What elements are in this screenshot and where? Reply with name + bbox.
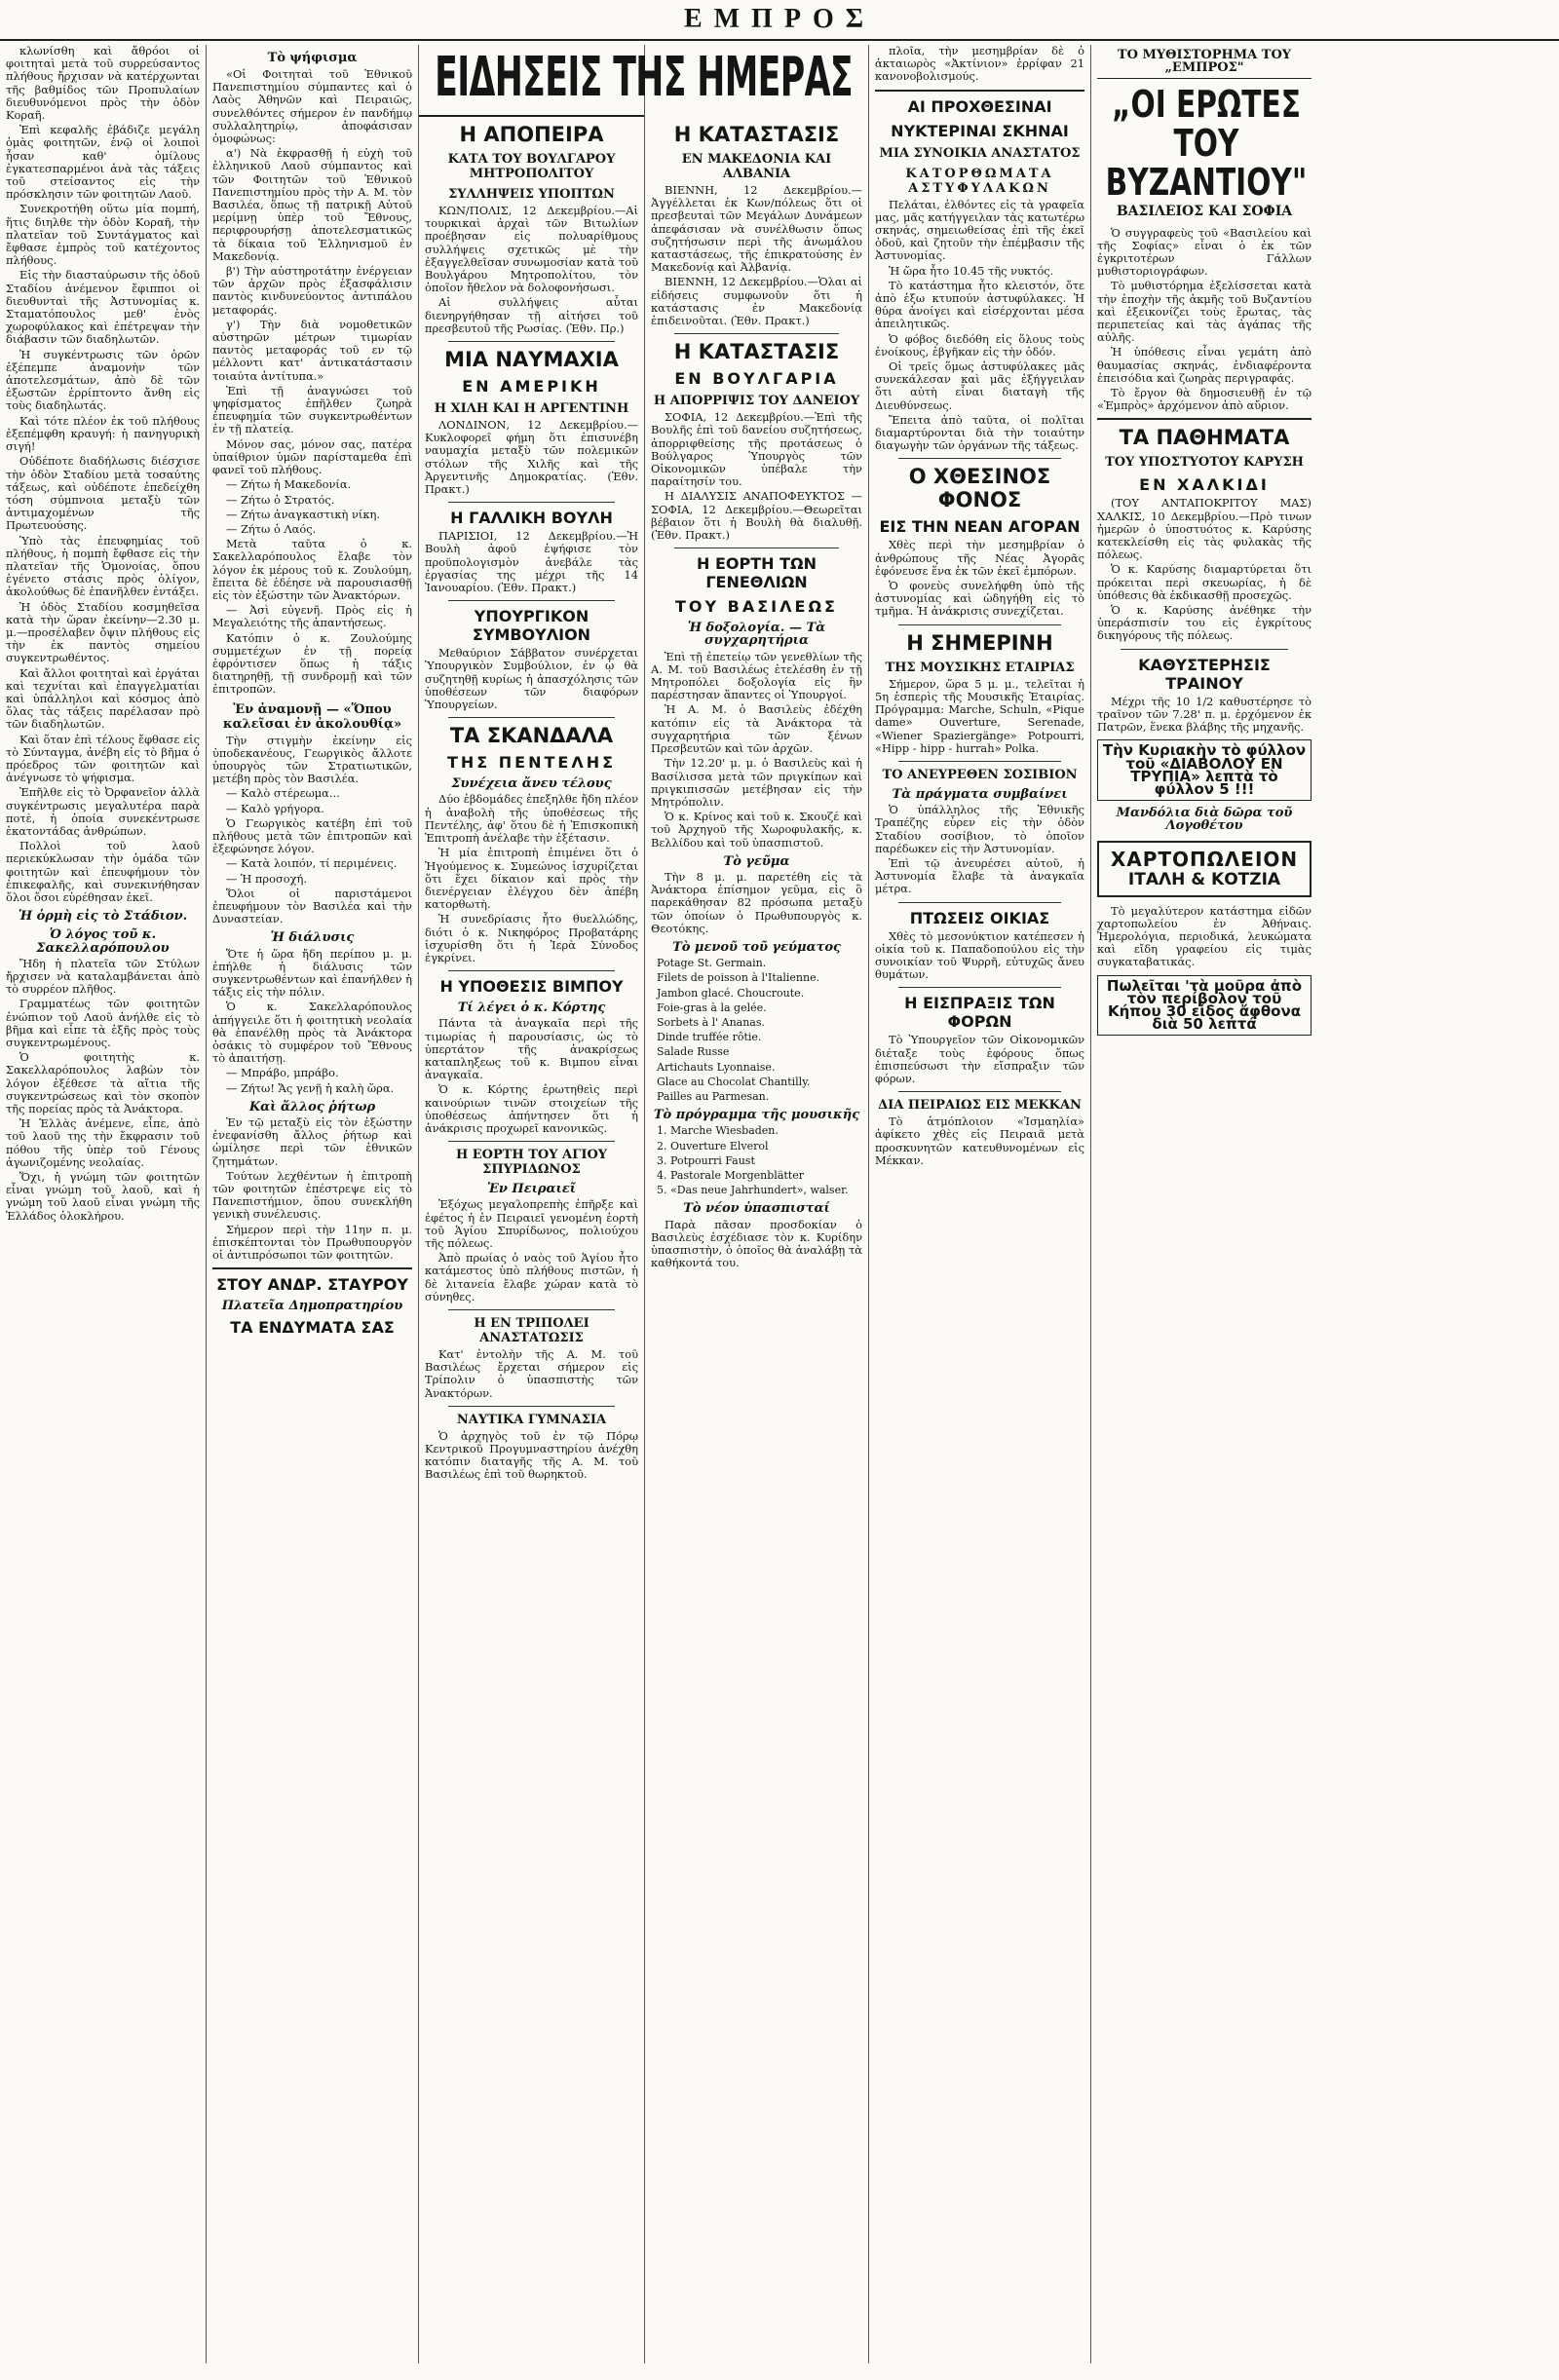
article-paragraph: Ὁ φοιτητὴς κ. Σακελλαρόπουλος λαβὼν τὸν λόγον ἐξέθεσε τὰ αἴτια τῆς συγκεντρώσεως καὶ τὸν σκοπὸν τῆς πορείας πρὸς τὰ Ἀνάκτορα. [6, 1050, 200, 1116]
menu-item: Jambon glacé. Choucroute. [657, 986, 805, 1000]
divider [448, 1406, 615, 1407]
menu-item: Dinde truffée rôtie. [657, 1031, 762, 1044]
article-paragraph: Τούτων λεχθέντων ἡ ἐπιτροπὴ τῶν φοιτητῶν ἐπέστρεψε εἰς τὸ Πανεπιστήμιον, ὅπου συνεκλήθη γενικὴ συνέλευσις. [212, 1168, 412, 1222]
article-paragraph: Καὶ ἄλλοι φοιτηταὶ καὶ ἐργάται καὶ τεχνίται καὶ ἐπαγγελματίαι καὶ ὑπάλληλοι καὶ κόσμος ἀπὸ ὅλας τὰς τάξεις παρέλασαν πρὸ τῶν διαδηλωτῶν. [6, 665, 200, 732]
section-heading: ΑΙ ΠΡΟΧΘΕΣΙΝΑΙ [907, 96, 1052, 116]
program-item: 3. Potpourri Faust [657, 1153, 755, 1167]
article-paragraph: Ἡ Α. Μ. ὁ Βασιλεὺς ἐδέχθη κατόπιν εἰς τὰ Ἀνάκτορα τὰ συγχαρητήρια τῶν ξένων Πρεσβευτῶν καὶ τῶν ἀρχῶν. [651, 702, 862, 756]
columns [0, 45, 1559, 2363]
serial-header: ΤΟ ΜΥΘΙΣΤΟΡΗΜΑ ΤΟΥ „ΕΜΠΡΟΣ" [1097, 45, 1312, 79]
section-heading: Ἡ ὁρμὴ εἰς τὸ Στάδιον. [18, 909, 188, 925]
article-paragraph: — Ζήτω! Ἄς γενῇ ἡ καλὴ ὥρα. [226, 1080, 395, 1095]
article-paragraph: Κατ' ἐντολὴν τῆς Α. Μ. τοῦ Βασιλέως ἔρχεται σήμερον εἰς Τρίπολιν ὁ ὑπασπιστὴς τῶν Ἀνακτόρων. [425, 1346, 638, 1400]
article-paragraph: — Καλὸ γρήγορα. [226, 801, 324, 815]
advertisement-subtitle: Πλατεῖα Δημοπρατηρίου [221, 1299, 403, 1314]
article-paragraph: κλωνίσθη καὶ ἄθρόοι οἱ φοιτηταὶ μετὰ τοῦ συρρεύσαντος πλήθους ἤρχισαν νὰ κατέρχωνται τῆς βαθμίδος τῶν Προπυλαίων διευθυνόμενοι πρὸς τὴν ὁδὸν Κοραῆ. [6, 44, 200, 123]
article-paragraph: — Καλὸ στέρεωμα... [226, 786, 340, 801]
program-item: 5. «Das neue Jahrhundert», walser. [657, 1184, 849, 1197]
section-heading: Η ΚΑΤΑΣΤΑΣΙΣ [673, 123, 840, 146]
section-heading: Τὸ νέον ὑπασπισταί [683, 1201, 830, 1217]
article-paragraph: — Ἀσὶ εὐγενῆ. Πρὸς εἰς ἡ Μεγαλειότης τῆς ἀπαντήσεως. [212, 603, 412, 630]
article-paragraph: Ὁ κ. Καρύσης ἀνέθηκε τὴν ὑπεράσπισίν του εἰς ἐγκρίτους δικηγόρους τῆς πόλεως. [1097, 603, 1312, 643]
menu-item: Potage St. Germain. [657, 957, 767, 970]
column-5 [869, 45, 1091, 2363]
article-paragraph: Χθὲς τὸ μεσονύκτιον κατέπεσεν ἡ οἰκία τοῦ κ. Παπαδοπούλου εἰς τὴν συνοικίαν τοῦ Ψυρρῆ, εὐτυχῶς ἄνευ θυμάτων. [875, 928, 1084, 982]
section-heading: Η ΓΑΛΛΙΚΗ ΒΟΥΛΗ [450, 509, 613, 528]
section-subheading: Ἡ δοξολογία. — Τὰ συγχαρητήρια [687, 621, 826, 649]
article-paragraph: — Κατὰ λοιπόν, τί περιμένεις. [226, 856, 398, 871]
section-subheading: ΕΝ ΧΑΛΚΙΔΙ [1139, 475, 1270, 495]
article-paragraph: Ὁ κ. Κόρτης ἐρωτηθεὶς περὶ καινούριων τινῶν στοιχείων τῆς ὑποθέσεως ἀπήντησεν ὅτι ἡ ἀνάκρισις προχωρεῖ κανονικῶς. [425, 1082, 638, 1135]
article-paragraph: Σήμερον περὶ τὴν 11ην π. μ. ἐπισκέπτονται τὸν Πρωθυπουργὸν οἱ ἀντιπρόσωποι τῶν φοιτητῶν. [212, 1222, 412, 1263]
article-paragraph: Ὁ φόβος διεδόθη εἰς ὅλους τοὺς ἐνοίκους, ἐβγῆκαν εἰς τὴν ὁδόν. [875, 331, 1084, 359]
article-paragraph: Ἐπὶ τῇ ἐπετείῳ τῶν γενεθλίων τῆς Α. Μ. τοῦ Βασιλέως ἐτελέσθη ἐν τῇ Μητροπόλει δοξολογία εἰς ἣν παρέστησαν ἅπαντες οἱ Ὑπουργοί. [651, 649, 862, 702]
section-heading: ΔΙΑ ΠΕΙΡΑΙΩΣ ΕΙΣ ΜΕΚΚΑΝ [878, 1098, 1082, 1114]
article-paragraph: Χθὲς περὶ τὴν μεσημβρίαν ὁ ἀνθρώπους τῆς Νέας Ἀγορᾶς ἐφόνευσε ἕνα ἐκ τῶν ἐκεῖ ἐμπόρων. [875, 538, 1084, 578]
article-paragraph: ΒΙΕΝΝΗ, 12 Δεκεμβρίου.—Ὁλαι αἱ εἰδήσεις συμφωνοῦν ὅτι ἡ κατάστασις ἐν Μακεδονίᾳ ἐπιδεινοῦται. (Ἐθν. Πρακτ.) [651, 275, 862, 328]
divider [448, 341, 615, 342]
article-paragraph: Παρὰ πᾶσαν προσδοκίαν ὁ Βασιλεὺς ἐσχέδιασε τὸν κ. Κυρίδην ὑπασπιστὴν, ὁ ὁποῖος θὰ ἀναλάβῃ τὰ καθήκοντά του. [651, 1217, 862, 1270]
divider [898, 1091, 1061, 1092]
article-paragraph: Ἔπειτα ἀπὸ ταῦτα, οἱ πολῖται διαμαρτύρονται διὰ τὴν τοιαύτην διαγωγὴν τῶν ὀργάνων τῆς τάξεως. [875, 412, 1084, 453]
section-subheading: Η ΧΙΛΗ ΚΑΙ Η ΑΡΓΕΝΤΙΝΗ [434, 401, 629, 417]
divider [448, 970, 615, 971]
section-subheading: ΕΝ ΜΑΚΕΔΟΝΙΑ ΚΑΙ ΑΛΒΑΝΙΑ [681, 152, 832, 181]
article-paragraph: γ') Τὴν διὰ νομοθετικῶν αὐστηρῶν μέτρων τιμωρίαν παντὸς μεταφοράς τοῦ εν τῷ μέλλοντι κατ' ἀντικατάστασιν τοιαύτα ἀντίτυπα.» [212, 317, 412, 383]
article-paragraph: Καὶ ὅταν ἐπὶ τέλους ἔφθασε εἰς τὸ Σύνταγμα, ἀνέβη εἰς τὸ βῆμα ὁ πρόεδρος τῶν φοιτητῶν καὶ ἀνέγνωσε τὸ ψήφισμα. [6, 732, 200, 785]
section-subheading: ΤΟΥ ΥΠΟΣΤΥΟΤΟΥ ΚΑΡΥΣΗ [1105, 455, 1304, 471]
menu-item: Pailles au Parmesan. [657, 1089, 770, 1103]
article-paragraph: Τὸ ἔργον θὰ δημοσιευθῇ ἐν τῷ «Ἐμπρὸς» ἀρχόμενον ἀπὸ αὔριον. [1097, 386, 1312, 413]
divider [898, 624, 1061, 625]
section-heading: Η ΕΟΡΤΗ ΤΟΥ ΑΓΙΟΥ ΣΠΥΡΙΔΩΝΟΣ [455, 1148, 608, 1178]
section-heading: Η ΣΗΜΕΡΙΝΗ [906, 630, 1053, 655]
section-subheading: ΕΝ ΑΜΕΡΙΚΗ [462, 377, 601, 397]
section-subheading: ΚΑΤΟΡΘΩΜΑΤΑ ΑΣΤΥΦΥΛΑΚΩΝ [905, 166, 1054, 196]
article-paragraph: Οὐδέποτε διαδήλωσις διέσχισε τὴν ὁδὸν Σταδίου μετὰ τοσαύτης τάξεως, καὶ οὐδέποτε ἐπεδείχθη τόση σύμπνοια μεταξὺ τῶν ἀντιμαχομένων τῆς Πρωτευούσης. [6, 454, 200, 533]
article-paragraph: — Ζήτω ὁ Λαός. [226, 521, 317, 536]
article-paragraph: Τὴν 12.20' μ. μ. ὁ Βασιλεὺς καὶ ἡ Βασίλισσα μετὰ τῶν πριγκίπων καὶ πριγκιπισσῶν μετέβησαν εἰς τὴν Μητρόπολιν. [651, 756, 862, 809]
article-paragraph: Ὑπὸ τὰς ἐπευφημίας τοῦ πλήθους, ἡ πομπὴ ἔφθασε εἰς τὴν πλατεῖαν τῆς Ὁμονοίας, ὅπου ἐγένετο στάσις πρὸς ὀλίγον, ἀκολούθως δὲ ἐπανῆλθεν ἐντάξει. [6, 533, 200, 599]
section-heading: Τὸ γεῦμα [723, 853, 790, 869]
menu-item: Foie-gras à la gelée. [657, 1001, 767, 1014]
article-paragraph: — Μπράβο, μπράβο. [226, 1066, 339, 1080]
article-paragraph: Ἡ ὁδὸς Σταδίου κοσμηθεῖσα κατὰ τὴν ὥραν ἐκείνην—2.30 μ. μ.—προσέλαβεν ὄψιν πλήθους εἰς τὴν ἐκ παντὸς σημείου συγκεντρωθέντος. [6, 599, 200, 665]
divider [448, 600, 615, 601]
promo-box: Πωλεῖται 'τὰ μοῦρα ἀπὸ τὸν περίβολον τοῦ Κήπου 30 εἶδος ἄφθονα διὰ 50 λεπτά [1097, 975, 1312, 1037]
section-heading: ΤΑ ΣΚΑΝΔΑΛΑ [449, 724, 614, 748]
section-heading: Η ΕΝ ΤΡΙΠΟΛΕΙ ΑΝΑΣΤΑΤΩΣΙΣ [474, 1315, 589, 1345]
article-paragraph: Η ΔΙΑΛΥΣΙΣ ΑΝΑΠΟΦΕΥΚΤΟΣ — ΣΟΦΙΑ, 12 Δεκεμβρίου.—Θεωρεῖται βέβαιον ὅτι ἡ Βουλὴ θὰ διαλυθῇ. (Ἐθν. Πρακτ.) [651, 489, 862, 543]
section-subheading: ΤΗΣ ΜΟΥΣΙΚΗΣ ΕΤΑΙΡΙΑΣ [885, 660, 1075, 675]
section-heading: ΤΑ ΠΑΘΗΜΑΤΑ [1119, 426, 1290, 450]
article-paragraph: Κατόπιν ὁ κ. Ζουλούμης συμμετέχων ἐν τῇ πορείᾳ ἐφρόντισεν ὅπως ἡ τάξις διατηρηθῇ, τῇ συνδρομῇ καὶ τῶν ἐπιτροπῶν. [212, 630, 412, 697]
section-heading: ΝΥΚΤΕΡΙΝΑΙ ΣΚΗΝΑΙ [891, 121, 1069, 140]
article-paragraph: Ἐπὶ τῇ ἀναγνώσει τοῦ ψηφίσματος ἐπῆλθεν ζωηρὰ ἐπευφημία τῶν συγκεντρωθέντων ἐν τῇ πλατείᾳ. [212, 383, 412, 436]
article-paragraph: Ἀπὸ πρωίας ὁ ναὸς τοῦ Ἁγίου ἦτο κατάμεστος ὑπὸ πλήθους πιστῶν, ἡ δὲ λιτανεία ἔλαβε χώραν κατὰ τὸ σύνηθες. [425, 1251, 638, 1303]
article-paragraph: ΚΩΝ/ΠΟΛΙΣ, 12 Δεκεμβρίου.—Αἱ τουρκικαὶ ἀρχαὶ τῶν Βιτωλίων προέβησαν εἰς πολυαρίθμους συλλήψεις σχετικῶς μὲ τὴν ἐξαγγελθεῖσαν συνωμοσίαν κατὰ τοῦ Βουλγάρου Μητροπολίτου, τὸν ὁποῖον ἤθελον νὰ δολοφονήσωσι. [425, 204, 638, 295]
section-heading: Τὸ πρόγραμμα τῆς μουσικῆς [653, 1108, 860, 1123]
article-paragraph: Δύο ἐβδομάδες ἐπεξηλθε ἤδη πλέον ἡ ἀναβολὴ τῆς ὑποθέσεως τῆς Πεντέλης, ἀφ' ὅτου δὲ ἡ Ἐπισκοπικὴ Ἐπιτροπὴ ἀνέλαβε τὴν ἐξέτασιν. [425, 792, 638, 846]
article-paragraph: α') Νὰ ἐκφρασθῇ ἡ εὐχὴ τοῦ ἑλληνικοῦ Λαοῦ σύμπαντος καὶ τῶν Φοιτητῶν τοῦ Ἐθνικοῦ Πανεπιστημίου πρὸς τὴν Α. Μ. τὸν Βασιλέα, ὅπως τῇ πατρικῇ Αὐτοῦ μερίμνῃ ὑπὲρ τοῦ Ἔθνους, περιφρουρήσῃ ἀποτελεσματικῶς τὰ δίκαια τοῦ Ἑλληνισμοῦ ἐν Μακεδονίᾳ. [212, 146, 412, 263]
section-heading: ΚΑΘΥΣΤΕΡΗΣΙΣ ΤΡΑΙΝΟΥ [1138, 655, 1271, 693]
article-paragraph: Ἡ συνεδρίασις ἦτο θυελλώδης, διότι ὁ κ. Νικηφόρος Προβατάρης ἰσχυρίσθη ὅτι ἡ Ἱερὰ Σύνοδος ἐγκρίνει. [425, 912, 638, 964]
menu-item: Sorbets à l' Ananas. [657, 1015, 765, 1029]
column-6 [1091, 45, 1317, 2363]
section-heading: Η ΥΠΟΘΕΣΙΣ ΒΙΜΠΟΥ [439, 977, 624, 997]
article-paragraph: (ΤΟΥ ΑΝΤΑΠΟΚΡΙΤΟΥ ΜΑΣ) ΧΑΛΚΙΣ, 10 Δεκεμβρίου.—Πρὸ τινων ἡμερῶν ὁ ὑποστυότος κ. Καρύσης κατεκλείσθη εἰς τὰς φυλακὰς τῆς πόλεως. [1097, 496, 1312, 562]
menu-item: Artichauts Lyonnaise. [657, 1060, 776, 1074]
article-paragraph: Ἐξόχως μεγαλοπρεπὴς ἐπῆρξε καὶ ἐφέτος ἡ ἐν Πειραιεῖ γενομένη ἑορτὴ τοῦ Ἁγίου Σπυρίδωνος, πολιούχου τῆς πόλεως. [425, 1197, 638, 1250]
article-paragraph: Τὸ ἀτμόπλοιον «Ἰσμαηλία» ἀφίκετο χθὲς εἰς Πειραιᾶ μετὰ προσκυνητῶν κατευθυνομένων εἰς Μέκκαν. [875, 1114, 1084, 1167]
article-paragraph: ΛΟΝΔΙΝΟΝ, 12 Δεκεμβρίου.—Κυκλοφορεῖ φήμη ὅτι ἐπισυνέβη ναυμαχία μεταξὺ τῶν πολεμικῶν στόλων τῆς Χιλῆς καὶ τῆς Ἀργεντινῆς Δημοκρατίας. (Ἐθν. Πρακτ.) [425, 418, 638, 497]
masthead-title: ΕΜΠΡΟΣ [683, 4, 876, 34]
article-paragraph: Συνεκροτήθη οὕτω μία πομπή, ἥτις διηλθε τὴν ὁδὸν Κοραῆ, τὴν πλατεῖαν τοῦ Συντάγματος καὶ ἔφθασε ἐμπρὸς τοῦ κατέχοντος πλήθους. [6, 202, 200, 268]
article-paragraph: Ἡ Ἑλλὰς ἀνέμενε, εἶπε, ἀπὸ τοῦ λαοῦ της τὴν ἔκφρασιν τοῦ πόθου τῆς ὑπὲρ τοῦ Γένους ἀγωνιζομένης νεολαίας. [6, 1116, 200, 1169]
menu-item: Filets de poisson à l'Italienne. [657, 971, 820, 985]
advertisement-title: ΧΑΡΤΟΠΩΛΕΙΟΝ [1110, 847, 1299, 871]
section-heading: ΥΠΟΥΡΓΙΚΟΝ ΣΥΜΒΟΥΛΙΟΝ [472, 607, 591, 645]
article-paragraph: Ἡ ὑπόθεσις εἶναι γεμάτη ἀπὸ θαυμασίας σκηνάς, ἐνδιαφέροντα ἐπεισόδια καὶ ζωηρὰς περιγραφάς. [1097, 345, 1312, 385]
section-subheading: Ἐν Πειραιεῖ [486, 1182, 577, 1197]
article-paragraph: Γραμματέως τῶν φοιτητῶν ἐνώπιον τοῦ Λαοῦ ἀνήλθε εἰς τὸ βῆμα καὶ εἶπε τὰ ἑξῆς πρὸς τοὺς συγκεντρωμένους. [6, 997, 200, 1050]
article-paragraph: Ὁ ὑπάλληλος τῆς Ἐθνικῆς Τραπέζης εὗρεν εἰς τὴν ὁδὸν Σταδίου σοσίβιον, τὸ ὁποῖον παρέδωκεν εἰς τὴν Ἀστυνομίαν. [875, 803, 1084, 855]
article-paragraph: — Ἡ προσοχή. [226, 871, 307, 886]
article-paragraph: β') Τὴν αὐστηροτάτην ἐνέργειαν τῶν ἀρχῶν πρὸς ἐξασφάλισιν παντὸς κινδυνεύοντος ἀντιπάλου μεταφοράς. [212, 264, 412, 317]
article-paragraph: Ἐπὶ κεφαλῆς ἐβάδιζε μεγάλη ὁμὰς φοιτητῶν, ἐνῷ οἱ λοιποὶ ἦσαν καθ' ὁμίλους ἐγκατεσπαρμένοι ἀνὰ τὰς τάξεις τοῦ στείσαντος εἰς τὴν πρόσκλησιν τῶν φοιτητῶν Λαοῦ. [6, 123, 200, 202]
section-heading: Ἡ διάλυσις [270, 930, 355, 946]
program-item: 2. Ouverture Elverol [657, 1139, 769, 1152]
section-heading: Η ΑΠΟΠΕΙΡΑ [459, 123, 604, 146]
section-heading: Ὁ λόγος τοῦ κ. Σακελλαρόπουλου [36, 927, 170, 956]
banner-spacer [651, 45, 862, 117]
section-heading: Η ΕΙΣΠΡΑΞΙΣ ΤΩΝ ΦΟΡΩΝ [904, 994, 1055, 1032]
article-paragraph: Μετὰ ταῦτα ὁ κ. Σακελλαρόπουλος ἔλαβε τὸν λόγον ἐκ μέρους τοῦ κ. Ζουλούμη, ἔπειτα δὲ ἐδέησε νὰ παρουσιασθῇ εἰς τὸν ἐξώστην τῶν Ἀνακτόρων. [212, 537, 412, 602]
article-paragraph: Πελάται, ἐλθόντες εἰς τὰ γραφεῖα μας, μᾶς κατήγγειλαν τὰς κατωτέρω σκηνάς, σημειωθείσας ἐπὶ τῆς ἐκεῖ ὁδοῦ, καὶ ζητοῦν τὴν ἐπέμβασιν τῆς Ἀστυνομίας. [875, 197, 1084, 263]
article-paragraph: Εἰς τὴν διασταύρωσιν τῆς ὁδοῦ Σταδίου ἀνέμενον ἔφιπποι οἱ διευθυνταὶ τῆς Ἀστυνομίας κ. Σταματόπουλος μεθ' ἑνὸς χωροφύλακος καὶ ἐπέτρεψαν τὴν διάβασιν τῶν διαδηλωτῶν. [6, 268, 200, 347]
divider [674, 333, 839, 334]
article-paragraph: πλοῖα, τὴν μεσημβρίαν δὲ ὁ ἀκταιωρὸς «Ἀκτίνιον» ἐρρίφαν 21 κανονοβολισμούς. [875, 44, 1084, 84]
article-paragraph: Ὁ συγγραφεὺς τοῦ «Βασιλείου καὶ τῆς Σοφίας» εἶναι ὁ ἐκ τῶν ἐγκριτοτέρων Γάλλων μυθιστοριογράφων. [1097, 225, 1312, 279]
section-subheading: ΕΝ ΒΟΥΛΓΑΡΙΑ [674, 369, 839, 389]
section-subheading: ΤΗΣ ΠΕΝΤΕΛΗΣ [446, 753, 617, 773]
article-paragraph: — Ζήτω ἀναγκαστικὴ νίκη. [226, 507, 380, 521]
divider [898, 458, 1061, 459]
program-item: 4. Pastorale Morgenblätter [657, 1168, 804, 1182]
menu-item: Glace au Chocolat Chantilly. [657, 1075, 811, 1088]
article-paragraph: Τὸ κατάστημα ἦτο κλειστόν, ὅτε ἀπὸ ἐξω κτυπούν ἀστυφύλακες. Ἡ θύρα ἀνοίγει καὶ εἰσέρχονται μέσα ἀπειλητικῶς. [875, 278, 1084, 331]
article-paragraph: — Ζήτω ὁ Στρατός. [226, 492, 335, 507]
section-heading: ΤΟ ΑΝΕΥΡΕΘΕΝ ΣΟΣΙΒΙΟΝ [882, 767, 1078, 782]
news-banner [419, 45, 853, 117]
news-banner-title: ΕΙΔΗΣΕΙΣ ΤΗΣ ΗΜΕΡΑΣ [435, 46, 853, 109]
article-paragraph: Τὸ Ὑπουργεῖον τῶν Οἰκονομικῶν διέταξε τοὺς ἐφόρους ὅπως ἐπισπεύσωσι τὴν εἴσπραξιν τῶν φόρων. [875, 1033, 1084, 1085]
section-subheading: Η ΑΠΟΡΡΙΨΙΣ ΤΟΥ ΔΑΝΕΙΟΥ [653, 394, 860, 409]
article-paragraph: ΣΟΦΙΑ, 12 Δεκεμβρίου.—Ἐπὶ τῆς Βουλῆς ἐπὶ τοῦ δανείου συζητήσεως, ἀπορριφθείσης τῆς προτάσεως ὁ Βούλγαρος Ὑπουργὸς τῶν Οἰκονομικῶν ὑπέβαλε τὴν παραίτησίν του. [651, 410, 862, 489]
divider [898, 761, 1061, 762]
masthead [0, 0, 1559, 41]
column-4 [645, 45, 869, 2363]
section-heading: ΝΑΥΤΙΚΑ ΓΥΜΝΑΣΙΑ [456, 1412, 607, 1427]
divider [898, 902, 1061, 903]
article-paragraph: Αἱ συλλήψεις αὗται διενηργήθησαν τῇ αἰτήσει τοῦ πρεσβευτοῦ τῆς Ρωσίας. (Ἐθν. Πρ.) [425, 295, 638, 335]
divider [448, 717, 615, 718]
article-paragraph: Ἡ συγκέντρωσις τῶν ὀρῶν ἐξέπεμπε ἀναμονὴν τῶν ἀποτελεσμάτων, ἀπὸ δὲ τῶν ἐξωστῶν ἐρρίπτοντο ἄνθη εἰς τοὺς διαδηλωτάς. [6, 347, 200, 413]
article-paragraph: «Οἱ Φοιτηταὶ τοῦ Ἐθνικοῦ Πανεπιστημίου σύμπαντες καὶ ὁ Λαὸς Ἀθηνῶν καὶ Πειραιῶς, συνελθόντες σήμερον ἐν πανδήμῳ συλλαλητηρίῳ, ἀποφάσισαν ὁμοφώνως: [212, 67, 412, 146]
advertisement-title: ΣΤΟΥ ΑΝΔΡ. ΣΤΑΥΡΟΥ [216, 1275, 408, 1295]
section-heading: Η ΕΟΡΤΗ ΤΩΝ ΓΕΝΕΘΛΙΩΝ [697, 554, 817, 592]
divider [1097, 418, 1312, 420]
article-paragraph: Ἐν τῷ μεταξὺ εἰς τὸν ἐξώστην ἐνεφανίσθη ἄλλος ῥήτωρ καὶ ὡμίλησε περὶ τῶν ἐθνικῶν ζητημάτων. [212, 1115, 412, 1168]
article-paragraph: Καὶ τότε πλέον ἐκ τοῦ πλήθους ἐξεπέμφθη κραυγή: ἡ πανηγυρικὴ σιγή! [6, 413, 200, 454]
section-subheading: ΤΟΥ ΒΑΣΙΛΕΩΣ [675, 597, 838, 617]
advertisement-subtitle: ΙΤΑΛΗ & ΚΟΤΖΙΑ [1127, 869, 1281, 889]
article-paragraph: Τὴν 8 μ. μ. παρετέθη εἰς τὰ Ἀνάκτορα ἐπίσημον γεῦμα, εἰς ὃ παρεκάθησαν 82 πρόσωπα μεταξὺ τῶν ὁποίων ὁ Πρωθυπουργὸς κ. Θεοτόκης. [651, 869, 862, 935]
article-paragraph: Ὁ Γεωργικὸς κατέβη ἐπὶ τοῦ πλήθους μετὰ τῶν ἐπιτροπῶν καὶ ἐξεφώνησε λόγον. [212, 815, 412, 856]
article-paragraph: Ἤδη ἡ πλατεῖα τῶν Στύλων ἤρχισεν νὰ καταλαμβάνεται ἀπὸ τὸ συρρέον πλῆθος. [6, 956, 200, 997]
article-paragraph: Ἡ ὥρα ἦτο 10.45 τῆς νυκτός. [889, 263, 1054, 278]
divider [1121, 649, 1288, 650]
section-subheading: Τὰ πράγματα συμβαίνει [892, 786, 1068, 802]
divider [898, 987, 1061, 988]
article-paragraph: Ὁ κ. Κρίνος καὶ τοῦ κ. Σκουζέ καὶ τοῦ Ἀρχηγοῦ τῆς Χωροφυλακῆς, κ. Βελλίδου καὶ τοῦ ὑπασπιστοῦ. [651, 810, 862, 850]
article-paragraph: Ὅλοι οἱ παριστάμενοι ἐπευφήμουν τὸν Βασιλέα καὶ τὴν Δυναστείαν. [212, 886, 412, 926]
article-paragraph: — Ζήτω ἡ Μακεδονία. [226, 477, 352, 492]
article-paragraph: Τὸ μυθιστόρημα ἐξελίσσεται κατὰ τὴν ἐποχὴν τῆς ἀκμῆς τοῦ Βυζαντίου καὶ ἐξεικονίζει τοὺς ἔρωτας, τὰς περιπετείας καὶ τὰς ἀγάπας τῆς αὐλῆς. [1097, 279, 1312, 345]
serial-title: „ΟΙ ΕΡΩΤΕΣ ΤΟΥ ΒΥΖΑΝΤΙΟΥ" [1105, 83, 1308, 205]
section-subheading: ΣΥΛΛΗΨΕΙΣ ΥΠΟΠΤΩΝ [448, 187, 615, 202]
program-item: 1. Marche Wiesbaden. [657, 1124, 779, 1138]
article-paragraph: Ὅχι, ἡ γνώμη τῶν φοιτητῶν εἶναι γνώμη τοῦ λαοῦ, καὶ ἡ γνώμη τοῦ λαοῦ εἶναι γνώμη τῆς Ἑλλάδος ὁλοκλήρου. [6, 1170, 200, 1223]
divider [448, 1309, 615, 1310]
section-subheading: Συνέχεια ἄνευ τέλους [451, 776, 612, 792]
section-heading: Ἐν ἀναμονῇ — «Ὅπου καλεῖσαι ἐν ἀκολουθίᾳ» [222, 701, 402, 732]
section-heading: Η ΚΑΤΑΣΤΑΣΙΣ [673, 340, 840, 364]
article-paragraph: Μόνον σας, μόνον σας, πατέρα ὑπαίθριον ὑμῶν παρίσταμεθα ἐπὶ φανεῖ τοῦ πλήθους. [212, 436, 412, 477]
column-2 [207, 45, 419, 2363]
section-heading: ΠΤΩΣΕΙΣ ΟΙΚΙΑΣ [909, 908, 1050, 927]
serial-subtitle: ΒΑΣΙΛΕΙΟΣ ΚΑΙ ΣΟΦΙΑ [1116, 204, 1293, 220]
article-paragraph: Ὅτε ἡ ὥρα ἤδη περίπου μ. μ. ἐπήλθε ἡ διάλυσις τῶν συγκεντρωθέντων καὶ ἐπανήλθεν ἡ τάξις εἰς τὴν πόλιν. [212, 946, 412, 1000]
article-paragraph: Τὸ μεγαλύτερον κατάστημα εἰδῶν χαρτοπωλείου ἐν Ἀθήναις. Ἡμερολόγια, περιοδικά, λευκώματα καὶ εἴδη γραφείου εἰς τιμὰς συγκαταβατικάς. [1097, 903, 1312, 969]
advertisement-tagline: ΤΑ ΕΝΔΥΜΑΤΑ ΣΑΣ [230, 1318, 395, 1338]
column-1 [0, 45, 207, 2363]
divider [448, 502, 615, 503]
article-paragraph: Ὁ φονεὺς συνελήφθη ὑπὸ τῆς ἀστυνομίας καὶ ὡδηγήθη εἰς τὸ τμῆμα. Ἡ ἀνάκρισις συνεχίζεται. [875, 579, 1084, 619]
section-heading: ΜΙΑ ΝΑΥΜΑΧΙΑ [444, 348, 619, 372]
article-paragraph: Μέχρι τῆς 10 1/2 καθυστέρησε τὸ τραῖνον τῶν 7.28' π. μ. ἐρχόμενον ἐκ Πατρῶν, ἕνεκα βλάβης τῆς μηχανῆς. [1097, 694, 1312, 735]
section-subheading: Τί λέγει ὁ κ. Κόρτης [457, 1001, 606, 1016]
article-paragraph: Πάντα τὰ ἀναγκαῖα περὶ τῆς τιμωρίας ἡ παρουσίασις, ὡς τὸ ὑπερτάτον τῆς ἀνακρίσεως καταπληξεως τοῦ κ. Βιμπου εἶναι ἀναγκαῖα. [425, 1016, 638, 1082]
divider [875, 90, 1084, 92]
section-heading: Τὸ ψήφισμα [267, 51, 358, 65]
article-paragraph: Σήμερον, ὥρα 5 μ. μ., τελεῖται ἡ 5η ἑσπερὶς τῆς Μουσικῆς Ἑταιρίας. Πρόγραμμα: Marche, Schuln, «Pique dame» Ouverture, Serenade, «Wiener Spaziergänge» Potpourri, «Hipp - hipp - hurrah» Polka. [875, 676, 1084, 755]
article-paragraph: Ἐπῆλθε εἰς τὸ Ὀρφανεῖον ἀλλὰ συγκέντρωσις μεγαλυτέρα παρὰ ποτὲ, ἡ ὁποία συνεκέντρωσε ἑκατοντάδας ἀνθρώπων. [6, 785, 200, 838]
section-heading: Καὶ ἄλλος ῥήτωρ [248, 1099, 376, 1114]
section-heading: Ο ΧΘΕΣΙΝΟΣ ΦΟΝΟΣ [908, 465, 1051, 512]
section-subheading: ΚΑΤΑ ΤΟΥ ΒΟΥΛΓΑΡΟΥ ΜΗΤΡΟΠΟΛΙΤΟΥ [447, 152, 616, 181]
article-paragraph: Οἱ τρεῖς ὅμως ἀστυφύλακες μᾶς συνεκάλεσαν καὶ μᾶς ἐξήγγειλαν ὅτι αὐτὴ εἶναι διαταγὴ τῆς Διευθύνσεως. [875, 359, 1084, 412]
article-paragraph: Μεθαύριον Σάββατον συνέρχεται Ὑπουργικὸν Συμβούλιον, ἐν ᾧ θὰ συζητηθῇ κυρίως ἡ ἀπασχόλησις τῶν ὑποθέσεων τῶν διαφόρων Ὑπουργείων. [425, 646, 638, 712]
article-paragraph: Ὁ ἀρχηγὸς τοῦ ἐν τῷ Πόρῳ Κεντρικοῦ Προγυμναστηρίου ἀνέχθη κατόπιν διαταγῆς τῆς Α. Μ. τοῦ Βασιλέως ἐπὶ τοῦ θωρηκτοῦ. [425, 1428, 638, 1482]
article-paragraph: Ὁ κ. Καρύσης διαμαρτύρεται ὅτι πρόκειται περὶ σκευωρίας, ἡ δὲ ὑπόθεσις θὰ ἐκδικασθῇ προσεχῶς. [1097, 562, 1312, 602]
section-heading: Τὸ μενοῦ τοῦ γεύματος [672, 939, 841, 955]
article-paragraph: Ἡ μία ἐπιτροπὴ ἐπιμένει ὅτι ὁ Ἡγούμενος κ. Συμεώνος ἰσχυρίζεται ὅτι ἔχει δίκαιον καὶ πρὸς τὴν διενέργειαν ἐλέγχου δὲν ἀπέβη κατορθωτὴ. [425, 846, 638, 912]
article-paragraph: Ἐπὶ τῷ ἀνευρέσει αὐτοῦ, ἡ Ἀστυνομία ἔλαβε τὰ ἀναγκαῖα μέτρα. [875, 855, 1084, 896]
stationery-advertisement [1097, 841, 1312, 897]
divider [448, 1141, 615, 1142]
promo-box: Τὴν Κυριακὴν τὸ φύλλον τοῦ «ΔΙΑΒΟΛΟΥ ΕΝ ΤΡΥΠΙΑ» λεπτὰ τὸ φύλλον 5 !!! [1097, 739, 1312, 801]
article-paragraph: Πολλοὶ τοῦ λαοῦ περιεκύκλωσαν τὴν ὁμάδα τῶν φοιτητῶν καὶ ἐπευφήμουν τὸν ἐπικεφαλῆς, καὶ συνεκινήθησαν ὅλοι ὅσοι εὑρέθησαν ἐκεῖ. [6, 839, 200, 904]
article-paragraph: Τὴν στιγμὴν ἐκείνην εἰς ὑποδεκανέους, Γεωργικὸς ἄλλοτε ὑπουργὸς τῶν Στρατιωτικῶν, μετέβη πρὸς τὸν Βασιλέα. [212, 733, 412, 786]
divider [212, 1267, 412, 1269]
section-subheading: ΕΙΣ ΤΗΝ ΝΕΑΝ ΑΓΟΡΑΝ [879, 517, 1081, 537]
article-paragraph: ΒΙΕΝΝΗ, 12 Δεκεμβρίου.—Ἀγγέλλεται ἐκ Κων/πόλεως ὅτι οἱ πρεσβευταὶ τῶν Μεγάλων Δυνάμεων ἀπεφάσισαν νὰ συνέλθωσιν ὅπως συζητήσωσιν περὶ τῆς ἀνωμάλου καταστάσεως, τῆς ἐπικρατούσης ἐν Μακεδονίᾳ καὶ Ἀλβανίᾳ. [651, 183, 862, 275]
article-paragraph: ΠΑΡΙΣΙΟΙ, 12 Δεκεμβρίου.—Ἡ Βουλὴ ἀφοῦ ἐψήφισε τὸν προϋπολογισμὸν ἀνεβάλε τὰς ἐργασίας της μέχρι τῆς 14 Ἰανουαρίου. (Ἐθν. Πρακτ.) [425, 529, 638, 595]
promo-text: Μανδόλια διὰ δῶρα τοῦ Λογοθέτου [1116, 806, 1293, 834]
article-paragraph: Ὁ κ. Σακελλαρόπουλος ἀπήγγειλε ὅτι ἡ φοιτητικὴ νεολαία θὰ ἐπανέλθῃ πρὸς τὰ Ἀνάκτορα ὁσάκις τὸ συμφέρον τοῦ Ἔθνους τὸ ἀπαιτήσῃ. [212, 1000, 412, 1066]
section-subheading: ΜΙΑ ΣΥΝΟΙΚΙΑ ΑΝΑΣΤΑΤΟΣ [879, 145, 1081, 161]
menu-item: Salade Russe [657, 1045, 730, 1059]
